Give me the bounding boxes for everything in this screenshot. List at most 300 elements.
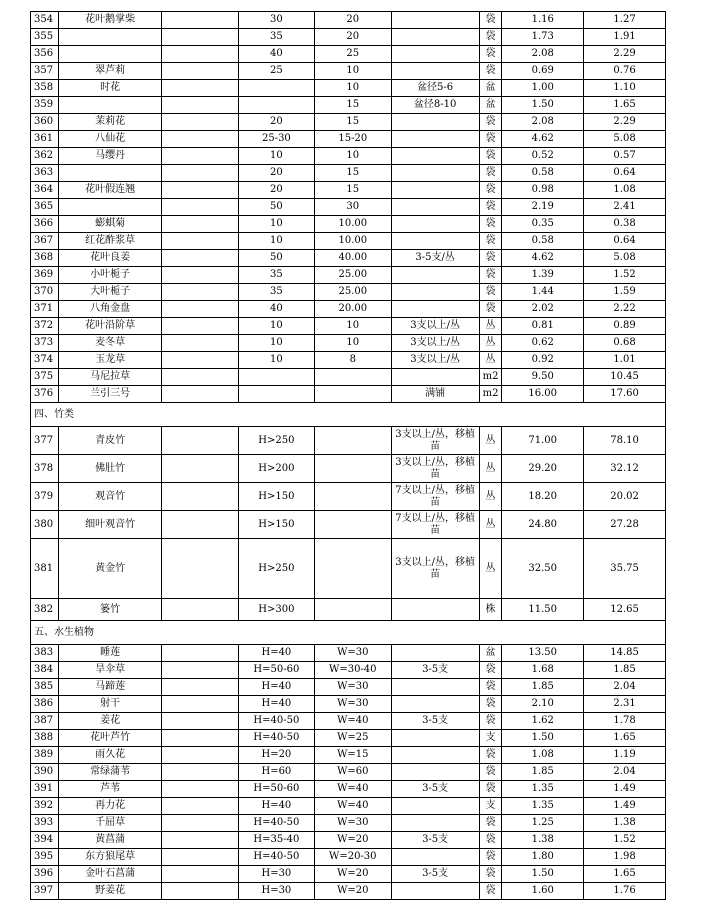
- unit-cell: 丛: [479, 318, 502, 335]
- spec-cell: [162, 599, 238, 621]
- unit-cell: 丛: [479, 539, 502, 599]
- spec-cell: [162, 114, 238, 131]
- unit-cell: 盆: [479, 645, 502, 662]
- price-tax-cell: 0.64: [584, 233, 666, 250]
- height-cell: 10: [238, 233, 314, 250]
- table-row: [31, 63, 666, 80]
- height-cell: 25: [238, 63, 314, 80]
- unit-cell: 株: [479, 599, 502, 621]
- unit-cell: 袋: [479, 662, 502, 679]
- unit-cell: 袋: [479, 747, 502, 764]
- table-row: [31, 713, 666, 730]
- crown-cell: W=20: [315, 866, 391, 883]
- table-row: [31, 250, 666, 267]
- plant-name: 花叶沿阶草: [58, 318, 161, 335]
- crown-cell: [315, 511, 391, 539]
- unit-cell: 袋: [479, 764, 502, 781]
- price-tax-cell: 1.85: [584, 662, 666, 679]
- crown-cell: [315, 483, 391, 511]
- row-number: 396: [31, 866, 59, 883]
- spec-cell: [162, 849, 238, 866]
- note-cell: [391, 764, 479, 781]
- plant-name: 射干: [58, 696, 161, 713]
- crown-cell: [315, 386, 391, 403]
- crown-cell: 10: [315, 148, 391, 165]
- price-tax-cell: 1.91: [584, 29, 666, 46]
- price-cell: 1.39: [502, 267, 584, 284]
- note-cell: 3支以上/丛: [391, 318, 479, 335]
- plant-name: 兰引三号: [58, 386, 161, 403]
- crown-cell: 25.00: [315, 284, 391, 301]
- price-tax-cell: 0.38: [584, 216, 666, 233]
- price-cell: 1.80: [502, 849, 584, 866]
- height-cell: 50: [238, 250, 314, 267]
- price-tax-cell: 10.45: [584, 369, 666, 386]
- note-cell: [391, 63, 479, 80]
- table-row: [31, 284, 666, 301]
- table-row: [31, 883, 666, 900]
- spec-cell: [162, 165, 238, 182]
- spec-cell: [162, 781, 238, 798]
- seedling-price-table: [30, 11, 666, 900]
- note-cell: [391, 165, 479, 182]
- price-cell: 1.50: [502, 97, 584, 114]
- note-cell: [391, 883, 479, 900]
- height-cell: H=40-50: [238, 713, 314, 730]
- note-cell: [391, 114, 479, 131]
- price-tax-cell: 2.29: [584, 46, 666, 63]
- row-number: 359: [31, 97, 59, 114]
- note-cell: [391, 267, 479, 284]
- height-cell: 10: [238, 318, 314, 335]
- plant-name: 芦苇: [58, 781, 161, 798]
- price-cell: 1.08: [502, 747, 584, 764]
- height-cell: H=40-50: [238, 849, 314, 866]
- crown-cell: [315, 427, 391, 455]
- table-row: [31, 849, 666, 866]
- price-tax-cell: 2.29: [584, 114, 666, 131]
- plant-name: 花叶芦竹: [58, 730, 161, 747]
- height-cell: 10: [238, 352, 314, 369]
- price-tax-cell: 17.60: [584, 386, 666, 403]
- note-cell: 3-5支: [391, 832, 479, 849]
- row-number: 355: [31, 29, 59, 46]
- price-cell: 18.20: [502, 483, 584, 511]
- price-cell: 0.62: [502, 335, 584, 352]
- table-row: [31, 427, 666, 455]
- height-cell: H=40: [238, 798, 314, 815]
- height-cell: H>200: [238, 455, 314, 483]
- height-cell: 30: [238, 12, 314, 29]
- crown-cell: 10: [315, 335, 391, 352]
- price-tax-cell: 0.76: [584, 63, 666, 80]
- price-tax-cell: 1.98: [584, 849, 666, 866]
- price-tax-cell: 12.65: [584, 599, 666, 621]
- table-row: [31, 267, 666, 284]
- price-cell: 32.50: [502, 539, 584, 599]
- crown-cell: W=40: [315, 781, 391, 798]
- table-row: [31, 764, 666, 781]
- plant-name: 大叶栀子: [58, 284, 161, 301]
- table-row: [31, 599, 666, 621]
- note-cell: [391, 815, 479, 832]
- row-number: 373: [31, 335, 59, 352]
- price-cell: 1.00: [502, 80, 584, 97]
- price-cell: 1.38: [502, 832, 584, 849]
- unit-cell: 袋: [479, 29, 502, 46]
- row-number: 371: [31, 301, 59, 318]
- price-tax-cell: 2.31: [584, 696, 666, 713]
- plant-name: 观音竹: [58, 483, 161, 511]
- table-row: [31, 233, 666, 250]
- unit-cell: 袋: [479, 12, 502, 29]
- plant-name: 常绿蒲苇: [58, 764, 161, 781]
- height-cell: 35: [238, 29, 314, 46]
- row-number: 377: [31, 427, 59, 455]
- unit-cell: 袋: [479, 301, 502, 318]
- table-row: [31, 301, 666, 318]
- height-cell: H=20: [238, 747, 314, 764]
- unit-cell: 支: [479, 730, 502, 747]
- row-number: 358: [31, 80, 59, 97]
- row-number: 370: [31, 284, 59, 301]
- price-tax-cell: 1.49: [584, 798, 666, 815]
- spec-cell: [162, 46, 238, 63]
- height-cell: 40: [238, 301, 314, 318]
- unit-cell: 丛: [479, 483, 502, 511]
- height-cell: H=60: [238, 764, 314, 781]
- note-cell: 3-5支: [391, 662, 479, 679]
- unit-cell: 袋: [479, 883, 502, 900]
- height-cell: [238, 369, 314, 386]
- row-number: 356: [31, 46, 59, 63]
- crown-cell: W=25: [315, 730, 391, 747]
- unit-cell: 盆: [479, 97, 502, 114]
- note-cell: [391, 730, 479, 747]
- price-cell: 1.85: [502, 679, 584, 696]
- price-cell: 11.50: [502, 599, 584, 621]
- plant-name: 黄菖蒲: [58, 832, 161, 849]
- price-tax-cell: 1.65: [584, 866, 666, 883]
- spec-cell: [162, 539, 238, 599]
- note-cell: 7支以上/丛，移植苗: [391, 511, 479, 539]
- crown-cell: W=40: [315, 798, 391, 815]
- spec-cell: [162, 301, 238, 318]
- unit-cell: 丛: [479, 335, 502, 352]
- row-number: 365: [31, 199, 59, 216]
- price-tax-cell: 1.19: [584, 747, 666, 764]
- table-row: [31, 369, 666, 386]
- plant-name: 东方狼尾草: [58, 849, 161, 866]
- price-cell: 1.16: [502, 12, 584, 29]
- plant-name: 花叶假连翘: [58, 182, 161, 199]
- spec-cell: [162, 815, 238, 832]
- plant-name: 时花: [58, 80, 161, 97]
- row-number: 397: [31, 883, 59, 900]
- row-number: 385: [31, 679, 59, 696]
- crown-cell: W=20: [315, 883, 391, 900]
- note-cell: 盆径5-6: [391, 80, 479, 97]
- crown-cell: 20: [315, 29, 391, 46]
- note-cell: [391, 216, 479, 233]
- section-heading: 四、竹类: [31, 403, 666, 427]
- unit-cell: 袋: [479, 148, 502, 165]
- price-tax-cell: 1.10: [584, 80, 666, 97]
- price-tax-cell: 0.89: [584, 318, 666, 335]
- plant-name: 青皮竹: [58, 427, 161, 455]
- row-number: 392: [31, 798, 59, 815]
- plant-name: 八仙花: [58, 131, 161, 148]
- row-number: 375: [31, 369, 59, 386]
- plant-name: 篓竹: [58, 599, 161, 621]
- plant-name: 野姜花: [58, 883, 161, 900]
- plant-name: 旱伞草: [58, 662, 161, 679]
- table-row: [31, 662, 666, 679]
- note-cell: [391, 199, 479, 216]
- plant-name: [58, 46, 161, 63]
- price-tax-cell: 78.10: [584, 427, 666, 455]
- section-row: [31, 621, 666, 645]
- price-cell: 1.62: [502, 713, 584, 730]
- height-cell: 20: [238, 165, 314, 182]
- unit-cell: 袋: [479, 696, 502, 713]
- height-cell: H=40-50: [238, 730, 314, 747]
- row-number: 360: [31, 114, 59, 131]
- price-cell: 1.35: [502, 798, 584, 815]
- crown-cell: [315, 455, 391, 483]
- plant-name: 姜花: [58, 713, 161, 730]
- height-cell: 40: [238, 46, 314, 63]
- height-cell: H=40: [238, 645, 314, 662]
- spec-cell: [162, 233, 238, 250]
- spec-cell: [162, 63, 238, 80]
- unit-cell: 袋: [479, 866, 502, 883]
- table-row: [31, 832, 666, 849]
- row-number: 357: [31, 63, 59, 80]
- row-number: 387: [31, 713, 59, 730]
- price-tax-cell: 1.01: [584, 352, 666, 369]
- table-row: [31, 80, 666, 97]
- crown-cell: 15: [315, 182, 391, 199]
- plant-name: 蟛蜞菊: [58, 216, 161, 233]
- note-cell: 3-5支: [391, 781, 479, 798]
- crown-cell: 25.00: [315, 267, 391, 284]
- table-row: [31, 645, 666, 662]
- unit-cell: 袋: [479, 250, 502, 267]
- price-tax-cell: 5.08: [584, 131, 666, 148]
- row-number: 382: [31, 599, 59, 621]
- price-tax-cell: 1.76: [584, 883, 666, 900]
- height-cell: [238, 386, 314, 403]
- crown-cell: 15: [315, 165, 391, 182]
- table-row: [31, 781, 666, 798]
- plant-name: 千屈草: [58, 815, 161, 832]
- row-number: 393: [31, 815, 59, 832]
- table-row: [31, 114, 666, 131]
- crown-cell: 20.00: [315, 301, 391, 318]
- note-cell: 3支以上/丛，移植苗: [391, 539, 479, 599]
- plant-name: 雨久花: [58, 747, 161, 764]
- unit-cell: 袋: [479, 233, 502, 250]
- height-cell: H=40-50: [238, 815, 314, 832]
- crown-cell: W=60: [315, 764, 391, 781]
- crown-cell: 10.00: [315, 216, 391, 233]
- unit-cell: 袋: [479, 165, 502, 182]
- spec-cell: [162, 284, 238, 301]
- price-tax-cell: 2.22: [584, 301, 666, 318]
- plant-name: 小叶栀子: [58, 267, 161, 284]
- price-cell: 13.50: [502, 645, 584, 662]
- plant-name: [58, 165, 161, 182]
- height-cell: 10: [238, 335, 314, 352]
- row-number: 379: [31, 483, 59, 511]
- price-cell: 0.92: [502, 352, 584, 369]
- table-row: [31, 386, 666, 403]
- spec-cell: [162, 335, 238, 352]
- crown-cell: 10: [315, 80, 391, 97]
- crown-cell: W=20: [315, 832, 391, 849]
- row-number: 372: [31, 318, 59, 335]
- note-cell: [391, 12, 479, 29]
- price-tax-cell: 2.41: [584, 199, 666, 216]
- unit-cell: 袋: [479, 131, 502, 148]
- crown-cell: 40.00: [315, 250, 391, 267]
- crown-cell: W=20-30: [315, 849, 391, 866]
- plant-name: 花叶良姜: [58, 250, 161, 267]
- price-cell: 1.35: [502, 781, 584, 798]
- price-cell: 9.50: [502, 369, 584, 386]
- price-tax-cell: 1.52: [584, 832, 666, 849]
- unit-cell: 丛: [479, 427, 502, 455]
- table-row: [31, 511, 666, 539]
- price-cell: 4.62: [502, 250, 584, 267]
- row-number: 389: [31, 747, 59, 764]
- height-cell: H>250: [238, 539, 314, 599]
- spec-cell: [162, 662, 238, 679]
- height-cell: [238, 80, 314, 97]
- height-cell: 10: [238, 216, 314, 233]
- note-cell: [391, 46, 479, 63]
- table-row: [31, 199, 666, 216]
- row-number: 394: [31, 832, 59, 849]
- note-cell: 3支以上/丛，移植苗: [391, 455, 479, 483]
- unit-cell: 丛: [479, 511, 502, 539]
- spec-cell: [162, 199, 238, 216]
- note-cell: 满铺: [391, 386, 479, 403]
- height-cell: H=40: [238, 679, 314, 696]
- spec-cell: [162, 427, 238, 455]
- price-cell: 2.02: [502, 301, 584, 318]
- spec-cell: [162, 318, 238, 335]
- crown-cell: 10: [315, 63, 391, 80]
- price-tax-cell: 5.08: [584, 250, 666, 267]
- plant-name: [58, 97, 161, 114]
- price-tax-cell: 1.59: [584, 284, 666, 301]
- spec-cell: [162, 511, 238, 539]
- note-cell: [391, 29, 479, 46]
- row-number: 384: [31, 662, 59, 679]
- row-number: 362: [31, 148, 59, 165]
- unit-cell: 袋: [479, 284, 502, 301]
- row-number: 386: [31, 696, 59, 713]
- row-number: 361: [31, 131, 59, 148]
- note-cell: 盆径8-10: [391, 97, 479, 114]
- crown-cell: [315, 539, 391, 599]
- crown-cell: 10: [315, 318, 391, 335]
- table-row: [31, 29, 666, 46]
- table-row: [31, 182, 666, 199]
- note-cell: [391, 148, 479, 165]
- spec-cell: [162, 679, 238, 696]
- price-tax-cell: 0.57: [584, 148, 666, 165]
- price-cell: 2.08: [502, 114, 584, 131]
- crown-cell: 15: [315, 97, 391, 114]
- unit-cell: 盆: [479, 80, 502, 97]
- spec-cell: [162, 696, 238, 713]
- spec-cell: [162, 866, 238, 883]
- note-cell: 3支以上/丛: [391, 335, 479, 352]
- unit-cell: 支: [479, 798, 502, 815]
- note-cell: [391, 798, 479, 815]
- spec-cell: [162, 80, 238, 97]
- unit-cell: 袋: [479, 781, 502, 798]
- unit-cell: 袋: [479, 849, 502, 866]
- height-cell: 20: [238, 182, 314, 199]
- crown-cell: W=30: [315, 679, 391, 696]
- price-tax-cell: 2.04: [584, 679, 666, 696]
- table-row: [31, 318, 666, 335]
- note-cell: [391, 849, 479, 866]
- price-tax-cell: 2.04: [584, 764, 666, 781]
- row-number: 388: [31, 730, 59, 747]
- note-cell: [391, 182, 479, 199]
- unit-cell: 袋: [479, 63, 502, 80]
- spec-cell: [162, 216, 238, 233]
- note-cell: 3支以上/丛: [391, 352, 479, 369]
- price-tax-cell: 1.78: [584, 713, 666, 730]
- unit-cell: 袋: [479, 216, 502, 233]
- crown-cell: W=30: [315, 815, 391, 832]
- note-cell: [391, 679, 479, 696]
- crown-cell: W=30: [315, 696, 391, 713]
- height-cell: H=30: [238, 866, 314, 883]
- height-cell: H=50-60: [238, 662, 314, 679]
- price-cell: 0.35: [502, 216, 584, 233]
- height-cell: H=40: [238, 696, 314, 713]
- height-cell: 10: [238, 148, 314, 165]
- plant-name: 马蹄莲: [58, 679, 161, 696]
- price-cell: 1.50: [502, 866, 584, 883]
- row-number: 364: [31, 182, 59, 199]
- note-cell: 7支以上/丛，移植苗: [391, 483, 479, 511]
- spec-cell: [162, 832, 238, 849]
- price-cell: 0.58: [502, 165, 584, 182]
- table-row: [31, 483, 666, 511]
- note-cell: [391, 599, 479, 621]
- unit-cell: 袋: [479, 182, 502, 199]
- row-number: 374: [31, 352, 59, 369]
- row-number: 381: [31, 539, 59, 599]
- price-cell: 1.60: [502, 883, 584, 900]
- spec-cell: [162, 12, 238, 29]
- table-row: [31, 131, 666, 148]
- row-number: 354: [31, 12, 59, 29]
- price-cell: 0.69: [502, 63, 584, 80]
- table-row: [31, 539, 666, 599]
- spec-cell: [162, 764, 238, 781]
- plant-name: 马缨丹: [58, 148, 161, 165]
- unit-cell: 袋: [479, 267, 502, 284]
